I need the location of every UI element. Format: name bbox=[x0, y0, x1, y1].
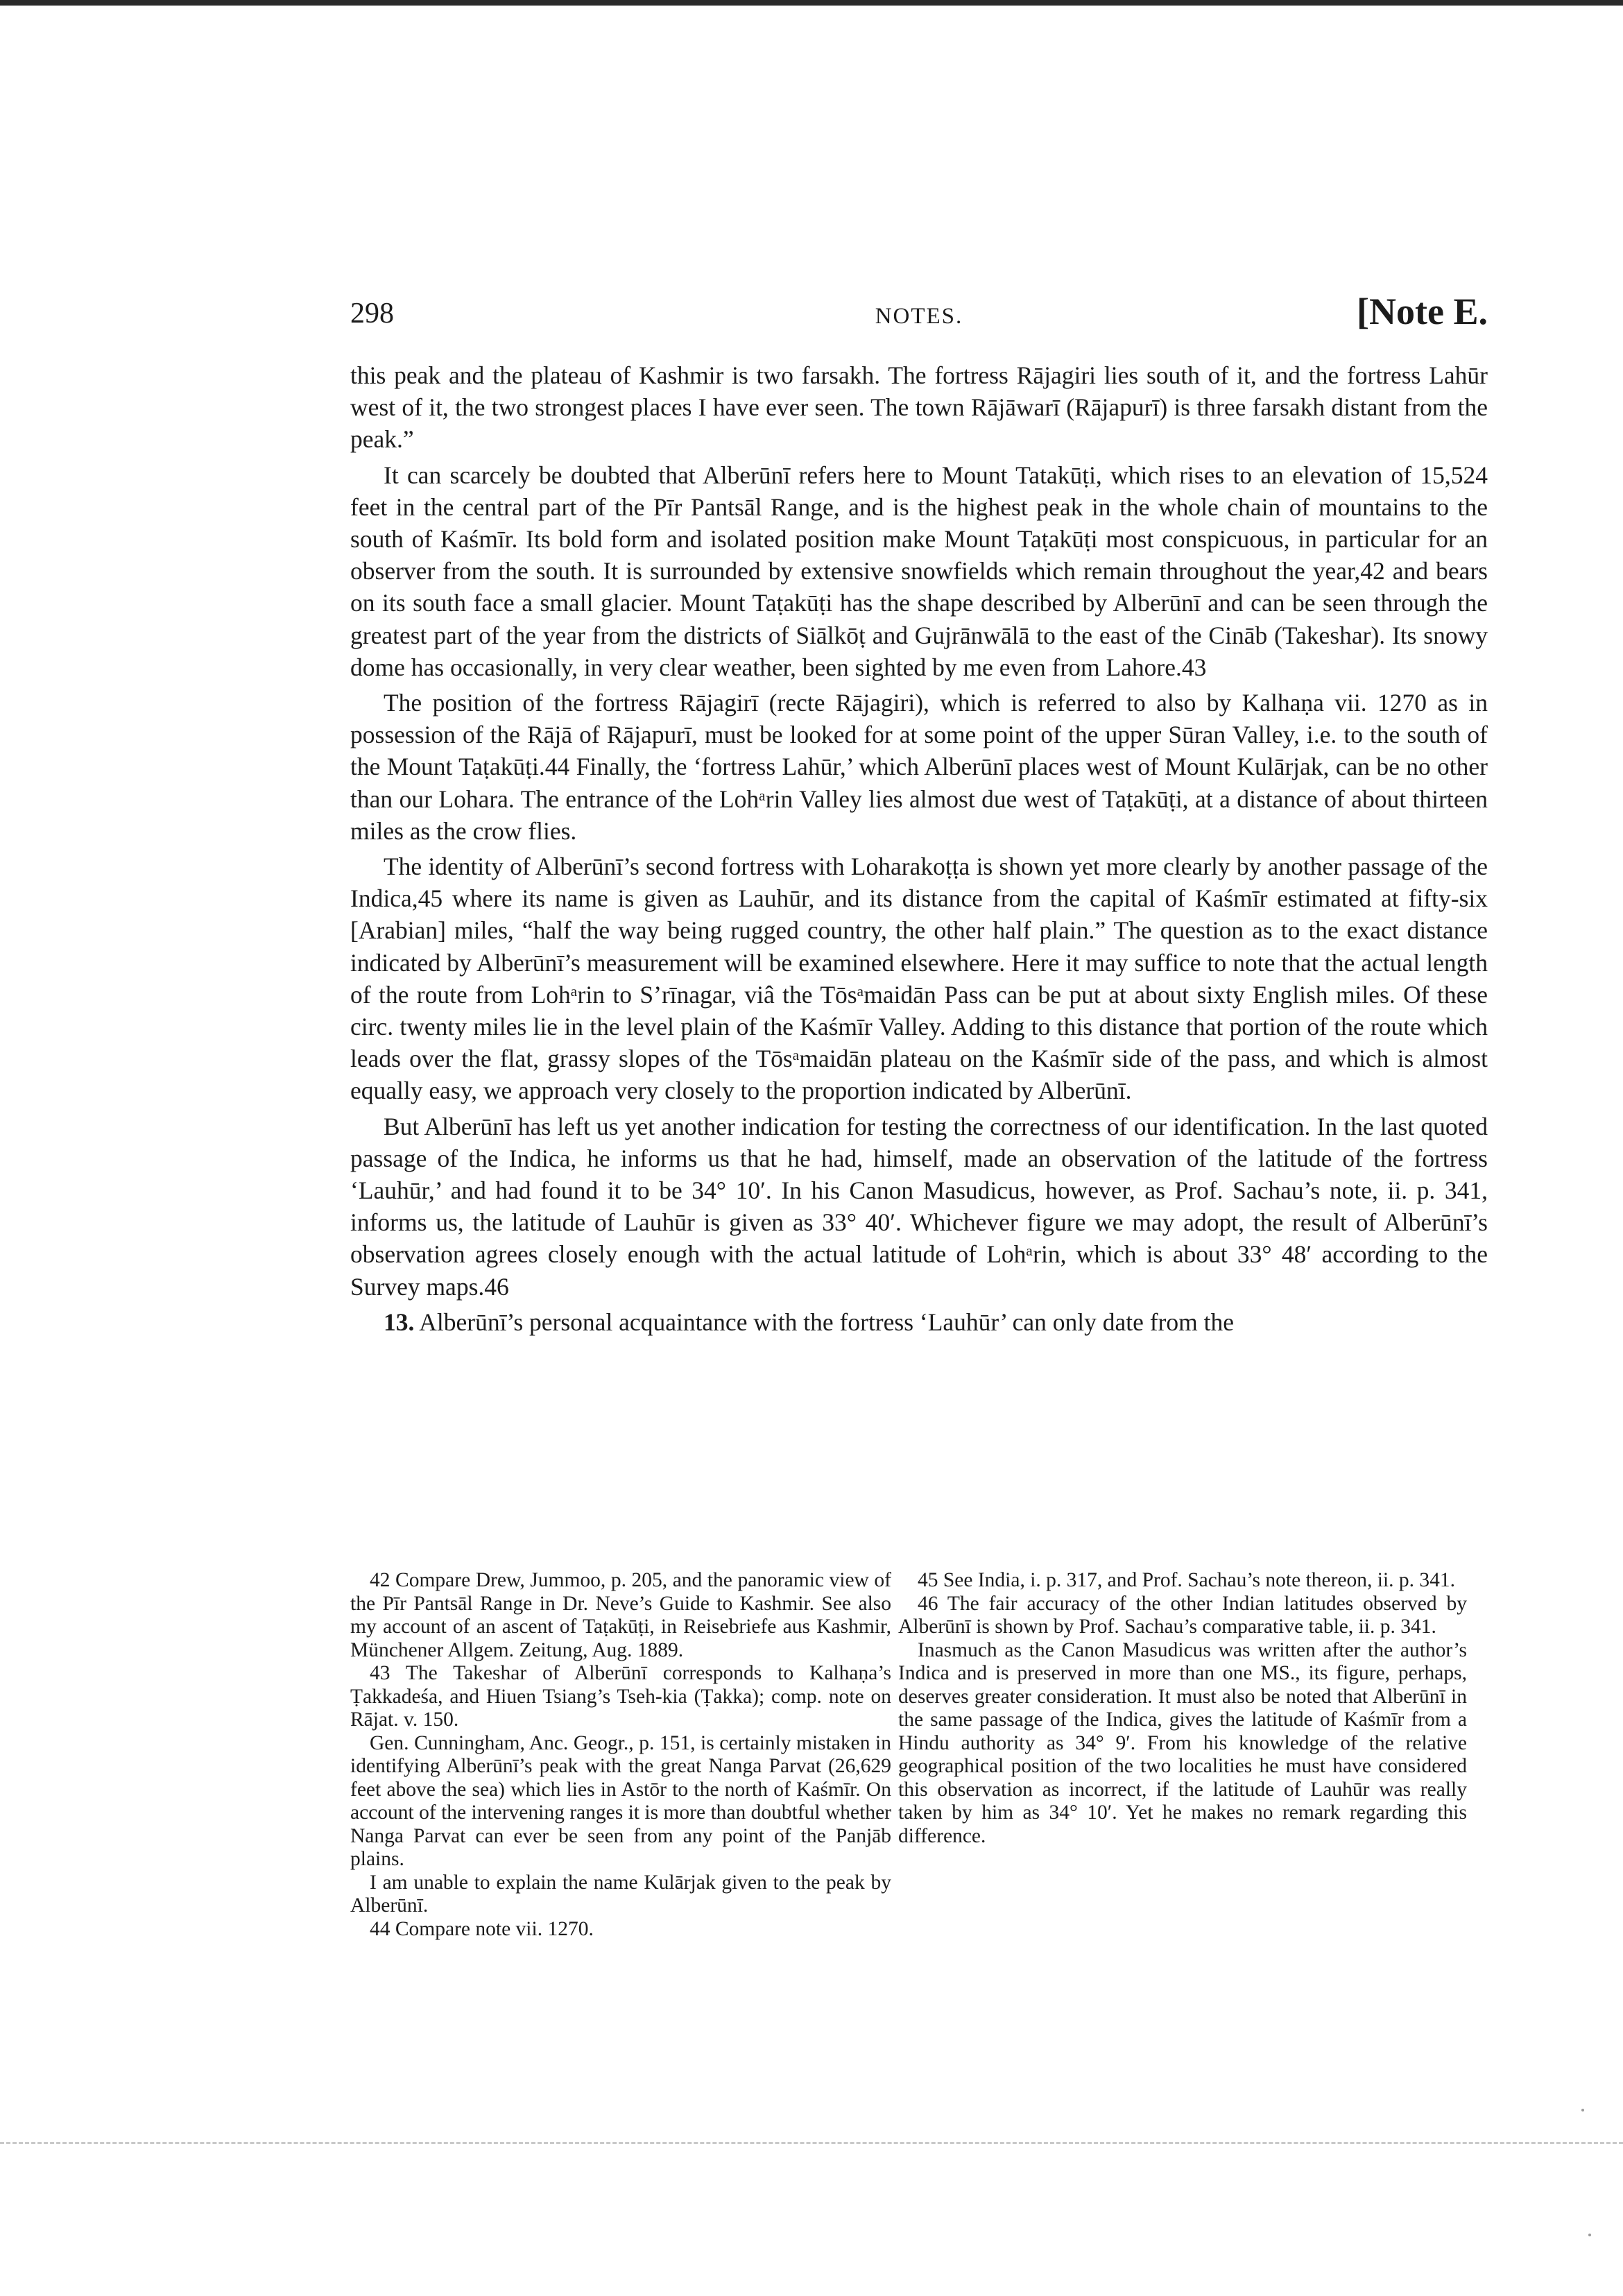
page-number: 298 bbox=[350, 298, 394, 329]
footnotes-left-column bbox=[350, 1569, 891, 1941]
footnote-42: 42 Compare Drew, Jummoo, p. 205, and the panoramic view of the Pīr Pantsāl Range in Dr. Neve’s Guide to Kashmir. See also my account of an ascent of Taṭakūṭi, in Reisebriefe aus Kashmir, Münchener Allgem. Zeitung, Aug. 1889. bbox=[350, 1569, 891, 1661]
footnote-44: 44 Compare note vii. 1270. bbox=[370, 1917, 594, 1940]
footnote-46-continued: Inasmuch as the Canon Masudicus was written after the author’s Indica and is preserved in more than one MS., its figure, perhaps, deserves greater consideration. It must also be noted that Alberūnī in the same passage of the Indica, gives the latitude of Kaśmīr from a Hindu authority as 34° 9′. From his knowledge of the relative geographical position of the two localities he must have considered this observation as incorrect, if the latitude of Lauhūr was really taken by him as 34° 10′. Yet he makes no remark regarding this difference. bbox=[898, 1638, 1467, 1847]
paragraph-3: The position of the fortress Rājagirī (recte Rājagiri), which is referred to also by Kalhaṇa vii. 1270 as in possession of the Rājā of Rājapurī, must be looked for at some point of the upper Sūran Valley, i.e. to the south of the Mount Taṭakūṭi.44 Finally, the ‘fortress Lahūr,’ which Alberūnī places west of Mount Kulārjak, can be no other than our Lohara. The entrance of the Lohᵃrin Valley lies almost due west of Taṭakūṭi, at a distance of about thirteen miles as the crow flies. bbox=[350, 689, 1488, 845]
footnote-43: 43 The Takeshar of Alberūnī corresponds to Kalhaṇa’s Ṭakkadeśa, and Hiuen Tsiang’s Tseh-kia (Ṭakka); comp. note on Rājat. v. 150. bbox=[350, 1662, 891, 1731]
footnote-45: 45 See India, i. p. 317, and Prof. Sachau’s note thereon, ii. p. 341. bbox=[918, 1569, 1456, 1591]
paragraph-6-text: Alberūnī’s personal acquaintance with the fortress ‘Lauhūr’ can only date from the bbox=[419, 1308, 1234, 1336]
scan-fold-line bbox=[0, 2142, 1623, 2144]
running-title: NOTES. bbox=[875, 304, 963, 329]
scan-speck bbox=[1588, 2234, 1591, 2236]
footnote-46: 46 The fair accuracy of the other Indian latitudes observed by Alberūnī is shown by Prof. Sachau’s comparative table, ii. p. 341. bbox=[898, 1592, 1467, 1638]
page-header bbox=[350, 290, 1488, 345]
footnotes-right-column bbox=[898, 1569, 1467, 1848]
paragraph-5: But Alberūnī has left us yet another indication for testing the correctness of our identification. In the last quoted passage of the Indica, he informs us that he had, himself, made an observation of the latitude of the fortress ‘Lauhūr,’ and had found it to be 34° 10′. In his Canon Masudicus, however, as Prof. Sachau’s note, ii. p. 341, informs us, the latitude of Lauhūr is given as 33° 40′. Whichever figure we may adopt, the result of Alberūnī’s observation agrees closely enough with the actual latitude of Lohᵃrin, which is about 33° 48′ according to the Survey maps.46 bbox=[350, 1112, 1488, 1301]
paragraph-2: It can scarcely be doubted that Alberūnī refers here to Mount Tatakūṭi, which rises to an elevation of 15,524 feet in the central part of the Pīr Pantsāl Range, and is the highest peak in the whole chain of mountains to the south of Kaśmīr. Its bold form and isolated position make Mount Taṭakūṭi most conspicuous, in particular for an observer from the south. It is surrounded by extensive snowfields which remain throughout the year,42 and bears on its south face a small glacier. Mount Taṭakūṭi has the shape described by Alberūnī and can be seen through the greatest part of the year from the districts of Siālkōṭ and Gujrānwālā to the east of the Cināb (Takeshar). Its snowy dome has occasionally, in very clear weather, been sighted by me even from Lahore.43 bbox=[350, 461, 1488, 681]
footnote-43-kularjak: I am unable to explain the name Kulārjak given to the peak by Alberūnī. bbox=[350, 1871, 891, 1917]
scan-speck bbox=[1581, 2109, 1584, 2111]
paragraph-1: this peak and the plateau of Kashmir is two farsakh. The fortress Rājagiri lies south of it, and the fortress Lahūr west of it, the two strongest places I have ever seen. The town Rājāwarī (Rājapurī) is three farsakh distant from the peak.” bbox=[350, 361, 1488, 454]
paragraph-6 bbox=[350, 1306, 1488, 1338]
section-number: 13. bbox=[384, 1308, 415, 1336]
note-marker: [Note E. bbox=[1357, 291, 1488, 332]
footnote-43-continued: Gen. Cunningham, Anc. Geogr., p. 151, is certainly mistaken in identifying Alberūnī’s peak with the great Nanga Parvat (26,629 feet above the sea) which lies in Astōr to the north of Kaśmīr. On account of the intervening ranges it is more than doubtful whether Nanga Parvat can ever be seen from any point of the Panjāb plains. bbox=[350, 1731, 891, 1870]
paragraph-4: The identity of Alberūnī’s second fortress with Loharakoṭṭa is shown yet more clearly by another passage of the Indica,45 where its name is given as Lauhūr, and its distance from the capital of Kaśmīr estimated at fifty-six [Arabian] miles, “half the way being rugged country, the other half plain.” The question as to the exact distance indicated by Alberūnī’s measurement will be examined elsewhere. Here it may suffice to note that the actual length of the route from Lohᵃrin to S’rīnagar, viâ the Tōsᵃmaidān Pass can be put at about sixty English miles. Of these circ. twenty miles lie in the level plain of the Kaśmīr Valley. Adding to this distance that portion of the route which leads over the flat, grassy slopes of the Tōsᵃmaidān plateau on the Kaśmīr side of the pass, and which is almost equally easy, we approach very closely to the proportion indicated by Alberūnī. bbox=[350, 853, 1488, 1105]
main-text bbox=[350, 359, 1488, 1342]
scan-top-edge bbox=[0, 0, 1623, 6]
